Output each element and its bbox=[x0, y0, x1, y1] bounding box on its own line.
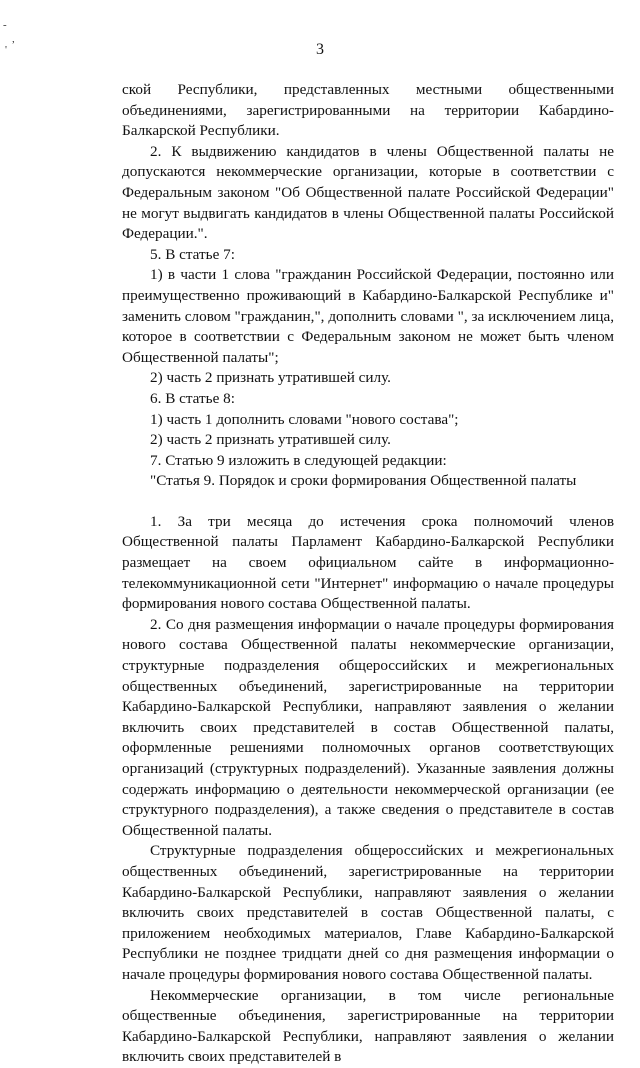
scan-mark: , bbox=[12, 33, 15, 45]
paragraph: 6. В статье 8: bbox=[150, 389, 235, 407]
paragraph: 2. Со дня размещения информации о начале процедуры формирования нового состава Общественной палаты некоммерческие организации, структурные подразделения общероссийских и межрегиональных общественных объединений, зарегистрированные на территории Кабардино-Балкарской Республики, направляют заявления о желании включить своих представителей в состав Общественной палаты, оформленные решениями полномочных органов соответствующих организаций (структурных подразделений). Указанные заявления должны содержать информацию о деятельности некоммерческой организации (ее структурного подразделения), а также сведения о представителе в состав Общественной палаты. bbox=[122, 615, 614, 839]
paragraph: 1) часть 1 дополнить словами "нового состава"; bbox=[150, 410, 459, 428]
paragraph: Некоммерческие организации, в том числе региональные общественные объединения, зарегистрированные на территории Кабардино-Балкарской Республики, направляют заявления о желании включить своих представителей в bbox=[122, 986, 614, 1066]
paragraph: Структурные подразделения общероссийских и межрегиональных общественных объединений, зарегистрированные на территории Кабардино-Балкарской Республики, направляют заявления о желании включить своих представителей в состав Общественной палаты, с приложением необходимых материалов, Главе Кабардино-Балкарской Республики не позднее тридцати дней со дня размещения информации о начале процедуры формирования нового состава Общественной палаты. bbox=[122, 842, 614, 983]
article-heading: "Статья 9. Порядок и сроки формирования Общественной палаты bbox=[150, 472, 577, 490]
paragraph: 2) часть 2 признать утратившей силу. bbox=[150, 431, 391, 449]
paragraph: 2) часть 2 признать утратившей силу. bbox=[150, 369, 391, 387]
paragraph: 2. К выдвижению кандидатов в члены Общественной палаты не допускаются некоммерческие организации, которые в соответствии с Федеральным законом "Об Общественной палате Российской Федерации" не могут выдвигать кандидатов в члены Общественной палаты Российской Федерации.". bbox=[122, 142, 614, 243]
paragraph: 5. В статье 7: bbox=[150, 245, 235, 263]
scan-mark: ' bbox=[5, 44, 7, 56]
scan-mark: - bbox=[3, 19, 7, 31]
paragraph: 1) в части 1 слова "гражданин Российской Федерации, постоянно или преимущественно проживающий в Кабардино-Балкарской Республике и" заменить словом "гражданин,", дополнить словами ", за исключением лица, которое в соответствии с Федеральным законом не может быть членом Общественной палаты"; bbox=[122, 266, 614, 366]
paragraph: ской Республики, представленных местными общественными объединениями, зарегистрированными на территории Кабардино-Балкарской Республики. bbox=[122, 81, 614, 140]
blank-line bbox=[122, 492, 614, 512]
paragraph: 1. За три месяца до истечения срока полномочий членов Общественной палаты Парламент Кабардино-Балкарской Республики размещает на своем официальном сайте в информационно-телекоммуникационной сети "Интернет" информацию о начале процедуры формирования нового состава Общественной палаты. bbox=[122, 512, 614, 613]
document-body bbox=[122, 80, 614, 1068]
paragraph: 7. Статью 9 изложить в следующей редакции: bbox=[150, 451, 447, 469]
page-number: 3 bbox=[316, 41, 324, 58]
